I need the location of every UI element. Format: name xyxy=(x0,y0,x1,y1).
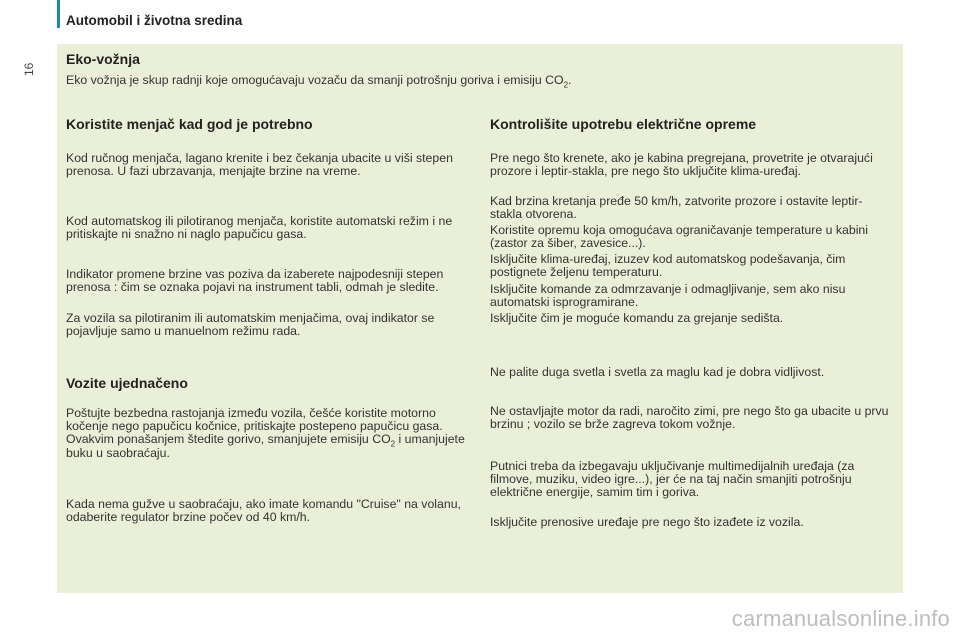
watermark: carmanualsonline.info xyxy=(731,606,950,631)
paragraph-safe-distance: Poštujte bezbedna rastojanja između vozila, češće koristite motorno kočenje nego papučicu kočnice, pritiskajte postepeno papučicu gasa. Ovakvim ponašanjem štedite gorivo, smanjujete emisiju $CO_2$ i umanjujete buku u saobraćaju. xyxy=(66,406,465,460)
header-accent-bar xyxy=(57,0,60,28)
heading-drive-smoothly: Vozite ujednačeno xyxy=(66,375,188,391)
paragraph-ventilate-cabin: Pre nego što krenete, ako je kabina pregrejana, provetrite je otvarajući prozore i leptir-stakla, pre nego što uključite klima-uređaj. xyxy=(490,151,873,179)
eco-intro-text: Eko vožnja je skup radnji koje omogućavaju vozaču da smanji potrošnju goriva i emisiju $CO_2$. xyxy=(66,73,572,90)
page-header-title: Automobil i životna sredina xyxy=(66,13,243,28)
paragraph-close-windows: Kad brzina kretanja pređe 50 km/h, zatvorite prozore i ostavite leptir-stakla otvorena. xyxy=(490,194,863,222)
paragraph-air-conditioning: Isključite klima-uređaj, izuzev kod automatskog podešavanja, čim postignete željenu temperaturu. xyxy=(490,252,846,280)
paragraph-defrost-controls: Isključite komande za odmrzavanje i odmagljivanje, sem ako nisu automatski isprogramirane. xyxy=(490,282,846,310)
paragraph-headlights: Ne palite duga svetla i svetla za maglu kad je dobra vidljivost. xyxy=(490,365,825,379)
page-number: 16 xyxy=(22,62,36,76)
paragraph-engine-idle: Ne ostavljajte motor da radi, naročito zimi, pre nego što ga ubacite u prvu brzinu ; vozilo se brže zagreva tokom vožnje. xyxy=(490,404,889,432)
paragraph-gear-shift-indicator: Indikator promene brzine vas poziva da izaberete najpodesniji stepen prenosa : čim se oznaka pojavi na instrument tabli, odmah je sledite. xyxy=(66,267,444,295)
section-title-eco-driving: Eko-vožnja xyxy=(66,51,140,67)
paragraph-manual-gearbox: Kod ručnog menjača, lagano krenite i bez čekanja ubacite u viši stepen prenosa. U fazi ubrzavanja, menjajte brzine na vreme. xyxy=(66,151,453,179)
heading-electrical-equipment: Kontrolišite upotrebu električne opreme xyxy=(490,116,757,132)
paragraph-indicator-manual-mode: Za vozila sa pilotiranim ili automatskim menjačima, ovaj indikator se pojavljuje samo u manuelnom režimu rada. xyxy=(66,311,435,339)
paragraph-seat-heating: Isključite čim je moguće komandu za grejanje sedišta. xyxy=(490,311,784,325)
paragraph-portable-devices: Isključite prenosive uređaje pre nego što izađete iz vozila. xyxy=(490,515,804,529)
paragraph-limit-temperature: Koristite opremu koja omogućava ograničavanje temperature u kabini (zastor za šiber, zavesice...). xyxy=(490,223,868,251)
heading-use-gearbox: Koristite menjač kad god je potrebno xyxy=(66,116,313,132)
paragraph-multimedia: Putnici treba da izbegavaju uključivanje multimedijalnih uređaja (za filmove, muziku, video igre...), jer će na taj način smanjiti potrošnju električne energije, samim tim i goriva. xyxy=(490,459,855,500)
paragraph-automatic-gearbox: Kod automatskog ili pilotiranog menjača, koristite automatski režim i ne pritiskajte ni snažno ni naglo papučicu gasa. xyxy=(66,214,453,242)
paragraph-cruise-control: Kada nema gužve u saobraćaju, ako imate komandu "Cruise" na volanu, odaberite regulator brzine počev od 40 km/h. xyxy=(66,497,461,525)
